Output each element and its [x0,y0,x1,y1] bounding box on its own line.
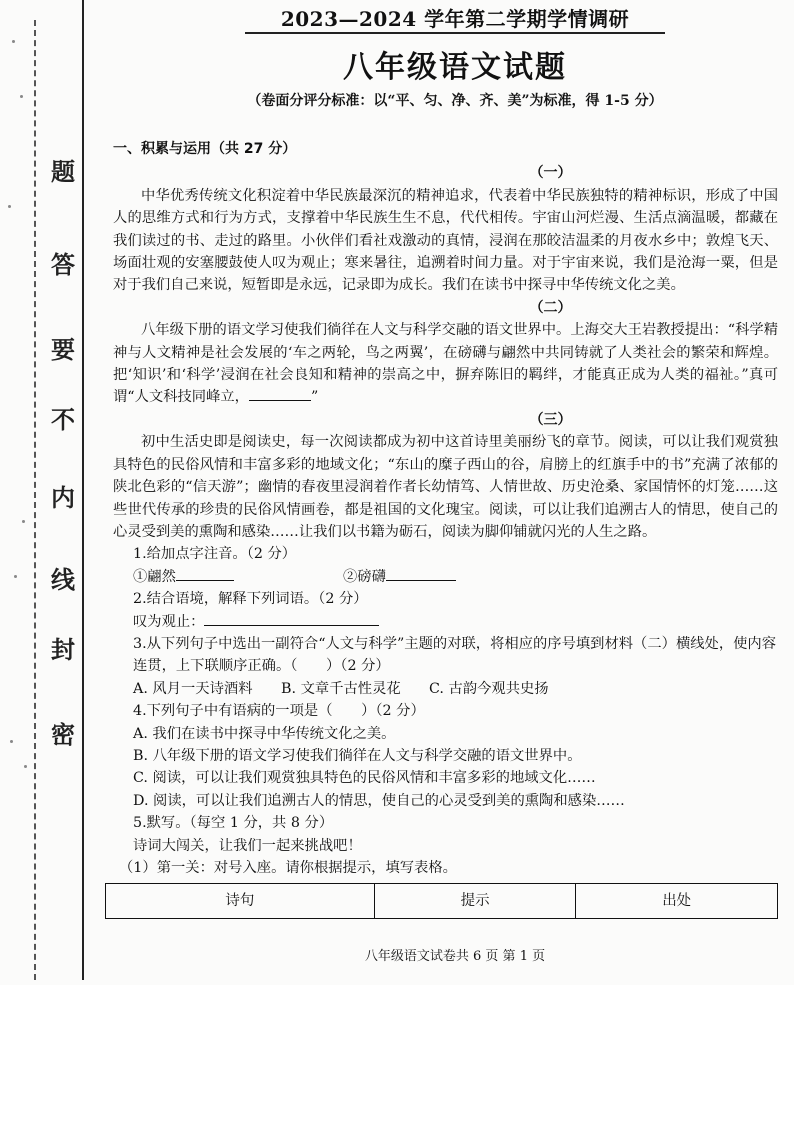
binding-char: 密 [51,721,75,749]
question-3-options [133,678,778,700]
material-heading-3: （三） [529,411,572,428]
binding-char: 答 [51,251,75,279]
table-header-hint: 提示 [374,884,576,919]
binding-char: 题 [51,158,75,186]
binding-char: 不 [51,406,75,434]
closing-quote: ” [310,389,319,406]
poem-table [105,883,778,919]
binding-char: 线 [51,566,75,594]
q1-item-a: ①翩然 [133,568,176,585]
q1-item-b: ②磅礴 [342,568,386,585]
question-1: 1.给加点字注音。（2 分） [133,546,297,563]
material-paragraph-2 [113,319,778,409]
q2-term: 叹为观止： [133,613,205,630]
binding-char: 内 [51,484,75,512]
binding-solid-line [82,0,84,980]
binding-margin [0,0,100,985]
binding-char: 要 [51,336,75,364]
poem-table-header-row [106,884,778,919]
exam-term-heading: 2023—2024 学年第二学期学情调研 [150,3,760,32]
question-3: 3.从下列句子中选出一副符合“人文与科学”主题的对联，将相应的序号填到材料（二）横线处，使内容连贯，上下联顺序正确。（ ）（2 分） [133,635,777,675]
material-heading-1: （一） [529,165,572,182]
question-5-level-1: （1）第一关：对号入座。请你根据提示，填写表格。 [119,860,457,876]
binding-char: 封 [51,636,75,664]
couplet-blank[interactable] [249,386,311,401]
question-5-intro: 诗词大闯关，让我们一起来挑战吧！ [133,837,362,854]
q4-option: B. 八年级下册的语文学习使我们徜徉在人文与科学交融的语文世界中。 [133,747,582,764]
material-paragraph-3: 初中生活史即是阅读史，每一次阅读都成为初中这首诗里美丽纷飞的章节。阅读，可以让我们观赏独具特色的民俗风情和丰富多彩的地域文化；“东山的糜子西山的谷，肩膀上的红旗手中的书”充满了浓郁的陕北色彩的“信天游”；幽情的春夜里浸润着作者长幼情笃、人情世故、历史沧桑、家国情怀的灯笼……这些世代传承的珍贵的民俗风情画卷，都是祖国的文化瑰宝。阅读，可以让我们追溯古人的情思，使自己的心灵受到美的熏陶和感染……让我们以书籍为砺石，阅读为脚仰铺就闪光的人生之路。 [113,434,778,540]
table-header-verse: 诗句 [106,884,375,919]
material-heading-2: （二） [529,299,572,316]
q4-option: A. 我们在读书中探寻中华传统文化之美。 [133,725,396,742]
question-2-item [133,611,778,633]
question-1-items [133,566,778,588]
table-header-source: 出处 [576,884,778,919]
q3-option: C. 古韵今观共史扬 [429,680,549,697]
page-footer: 八年级语文试卷共 6 页 第 1 页 [364,949,546,964]
q3-option: B. 文章千古性灵花 [281,680,401,697]
material-paragraph-2-text: 八年级下册的语文学习使我们徜徉在人文与科学交融的语文世界中。上海交大王岩教授提出：“科学精神与人文精神是社会发展的‘车之两轮，鸟之两翼’，在磅礴与翩然中共同铸就了人类社会的繁荣和辉煌。把‘知识’和‘科学’浸润在社会良知和精神的崇高之中，摒弃陈旧的羁绊，才能真正成为人类的福祉。”真可谓“人文科技同峰立， [113,322,778,406]
q1-answer-a-blank[interactable] [176,566,234,581]
score-note: （卷面分评分标准：以“平、匀、净、齐、美”为标准，得 1-5 分） [247,93,663,109]
question-2: 2.结合语境，解释下列词语。（2 分） [133,591,368,608]
poem-table-wrapper [105,883,778,919]
q3-option: A. 风月一天诗酒料 [133,680,253,697]
section-heading: 一、积累与运用（共 27 分） [113,141,297,157]
question-5: 5.默写。（每空 1 分，共 8 分） [133,815,334,832]
q4-option: C. 阅读，可以让我们观赏独具特色的民俗风情和丰富多彩的地域文化…… [133,770,596,787]
material-paragraph-1: 中华优秀传统文化积淀着中华民族最深沉的精神追求，代表着中华民族独特的精神标识，形成了中国人的思维方式和行为方式，支撑着中华民族生生不息，代代相传。宇宙山河烂漫、生活点滴温暖，都藏在我们读过的书、走过的路里。小伙伴们看社戏激动的真情，浸润在那皎洁温柔的月夜水乡中；敦煌飞天、场面壮观的安塞腰鼓使人叹为观止；寒来暑往，追溯着时间力量。对于宇宙来说，我们是沧海一粟，但是对于我们自己来说，短暂即是永远，记录即为成长。我们在读书中探寻中华传统文化之美。 [113,187,778,294]
q1-answer-b-blank[interactable] [386,566,456,581]
question-4: 4.下列句子中有语病的一项是（ ）（2 分） [133,703,425,720]
exam-content [113,138,778,919]
exam-title: 八年级语文试题 [343,50,567,85]
q2-answer-blank[interactable] [204,611,379,626]
binding-dashed-line [34,20,36,980]
q4-option: D. 阅读，可以让我们追溯古人的情思，使自己的心灵受到美的熏陶和感染…… [133,792,625,809]
